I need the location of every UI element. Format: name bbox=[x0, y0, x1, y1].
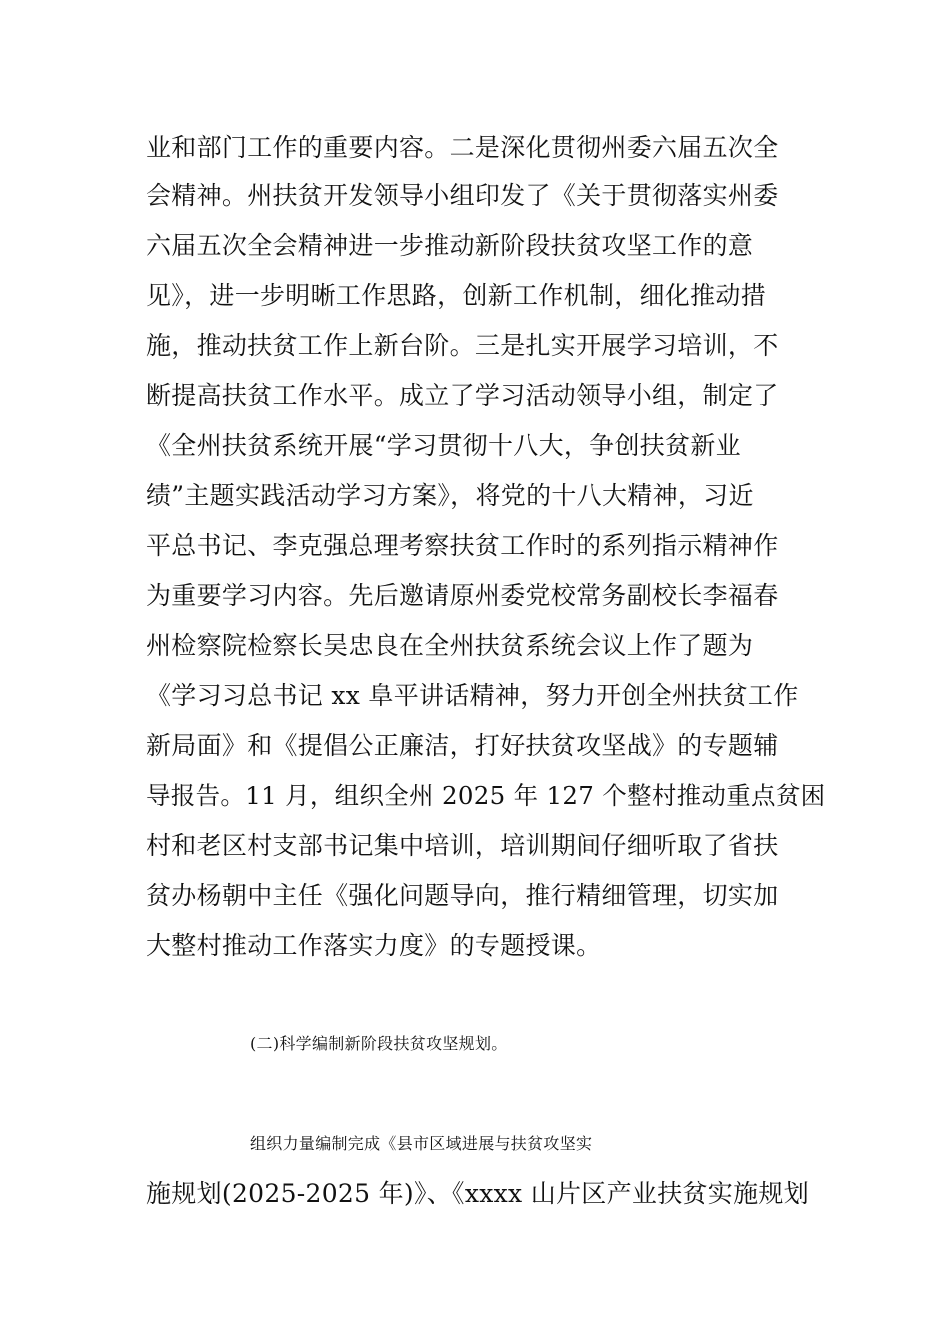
paragraph2-line-2: 施规划(2025-2025 年)》、《xxxx 山片区产业扶贫实施规划 bbox=[146, 1179, 809, 1208]
body-line-11: 州检察院检察长吴忠良在全州扶贫系统会议上作了题为 bbox=[146, 631, 754, 660]
body-line-4: 见》，进一步明晰工作思路，创新工作机制，细化推动措 bbox=[146, 281, 767, 310]
body-line-17: 大整村推动工作落实力度》的专题授课。 bbox=[146, 931, 602, 960]
body-line-1: 业和部门工作的重要内容。二是深化贯彻州委六届五次全 bbox=[146, 133, 779, 162]
section-heading: (二)科学编制新阶段扶贫攻坚规划。 bbox=[250, 1034, 508, 1053]
body-line-6: 断提高扶贫工作水平。成立了学习活动领导小组，制定了 bbox=[146, 381, 779, 410]
body-line-2: 会精神。州扶贫开发领导小组印发了《关于贯彻落实州委 bbox=[146, 181, 779, 210]
body-line-9: 平总书记、李克强总理考察扶贫工作时的系列指示精神作 bbox=[146, 531, 779, 560]
body-line-8: 绩”主题实践活动学习方案》，将党的十八大精神，习近 bbox=[146, 481, 754, 510]
body-line-16: 贫办杨朝中主任《强化问题导向，推行精细管理，切实加 bbox=[146, 881, 779, 910]
body-line-5: 施，推动扶贫工作上新台阶。三是扎实开展学习培训，不 bbox=[146, 331, 779, 360]
body-line-15: 村和老区村支部书记集中培训，培训期间仔细听取了省扶 bbox=[146, 831, 779, 860]
body-line-14: 导报告。11 月，组织全州 2025 年 127 个整村推动重点贫困 bbox=[146, 781, 826, 810]
body-line-3: 六届五次全会精神进一步推动新阶段扶贫攻坚工作的意 bbox=[146, 231, 754, 260]
body-line-12: 《学习习总书记 xx 阜平讲话精神，努力开创全州扶贫工作 bbox=[146, 681, 799, 710]
paragraph2-line-1: 组织力量编制完成《县市区域进展与扶贫攻坚实 bbox=[250, 1134, 593, 1153]
body-line-10: 为重要学习内容。先后邀请原州委党校常务副校长李福春 bbox=[146, 581, 779, 610]
body-line-7: 《全州扶贫系统开展“学习贯彻十八大，争创扶贫新业 bbox=[146, 431, 741, 460]
body-line-13: 新局面》和《提倡公正廉洁，打好扶贫攻坚战》的专题辅 bbox=[146, 731, 779, 760]
